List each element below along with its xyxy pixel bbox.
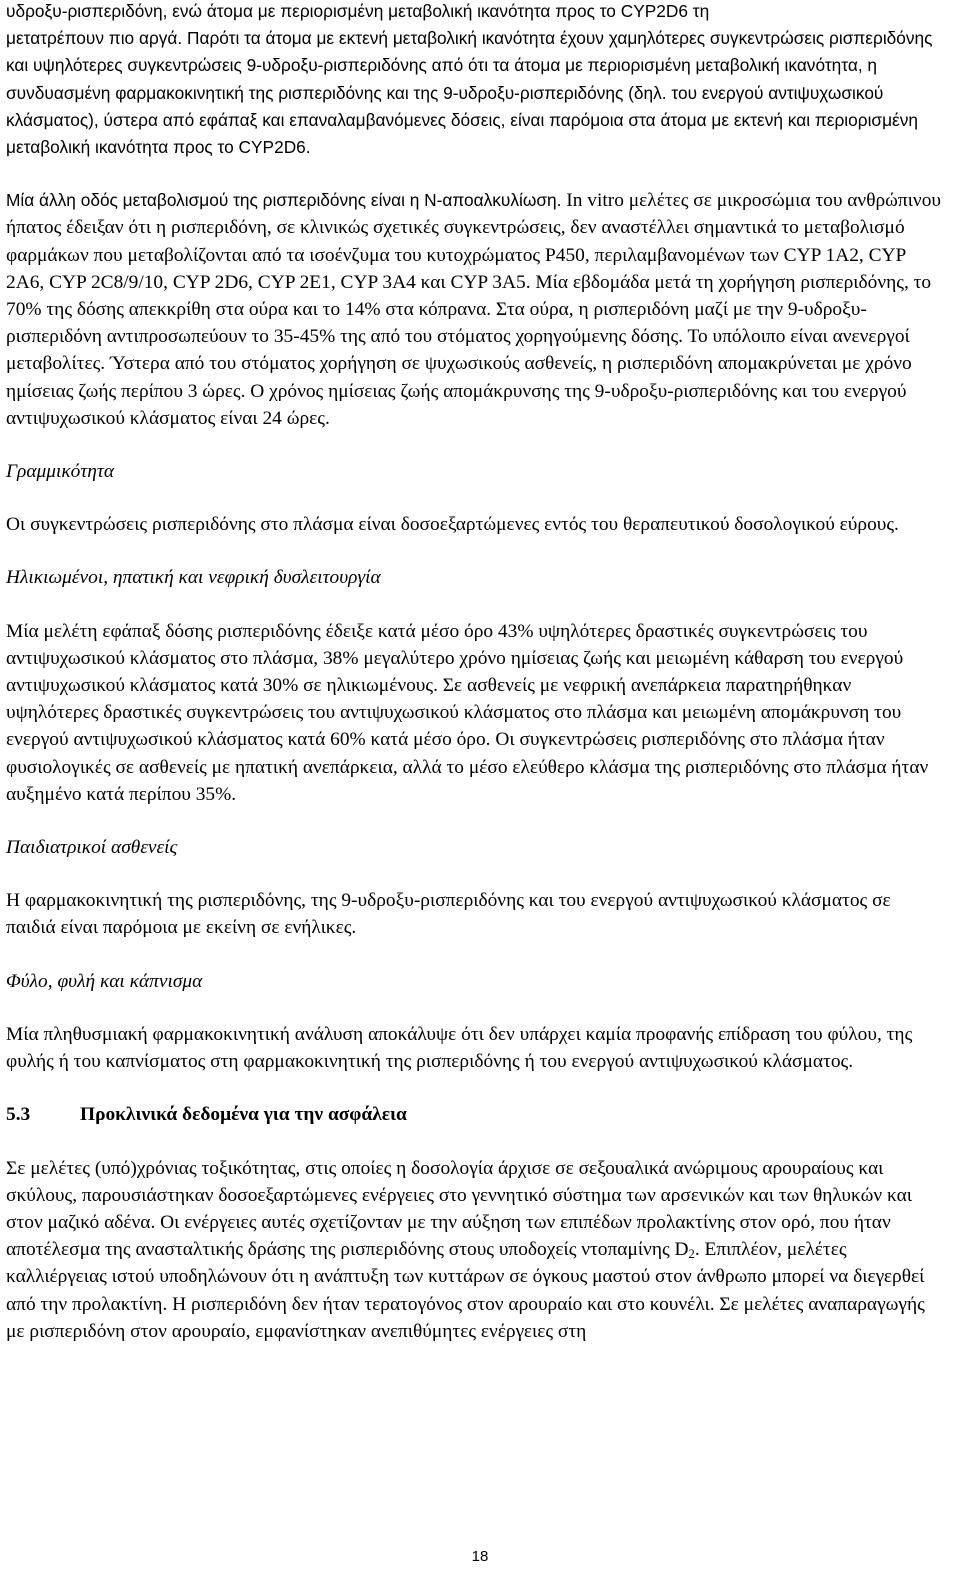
text-sans: Μία άλλη οδός μεταβολισμού της ρισπεριδόνης είναι η Ν-αποαλκυλίωση. <box>6 190 562 211</box>
text-b: . Επιπλέον, μελέτες καλλιέργειας ιστού υποδηλώνουν ότι η ανάπτυξη των κυττάρων σε όγκους μαστού στον άνθρωπο μπορεί να διεγερθεί από την προλακτίνη. Η ρισπεριδόνη δεν ήταν τερατογόνος στον αρουραίο και στο κουνέλι. Σε μελέτες αναπαραγωγής με ρισπεριδόνη στον αρουραίο, εμφανίστηκαν ανεπιθύμητες ενέργειες στη <box>6 1239 925 1342</box>
subheading-linearity: Γραμμικότητα <box>6 461 115 483</box>
subheading-elderly: Ηλικιωμένοι, ηπατική και νεφρική δυσλειτουργία <box>6 567 381 589</box>
page-number: 18 <box>471 1548 489 1565</box>
subscript: 2 <box>688 1247 695 1262</box>
paragraph-preclinical <box>6 1155 942 1345</box>
paragraph-paediatric: Η φαρμακοκινητική της ρισπεριδόνης, της 9-υδροξυ-ρισπεριδόνης και του ενεργού αντιψυχωσικού κλάσματος σε παιδιά είναι παρόμοια με εκείνη σε ενήλικες. <box>6 890 891 939</box>
text-a: Σε μελέτες (υπό)χρόνιας τοξικότητας, στις οποίες η δοσολογία άρχισε σε σεξουαλικά ανώριμους αρουραίους και σκύλους, παρουσιάστηκαν δοσοεξαρτώμενες ενέργειες στο γεννητικό σύστημα των αρσενικών και των θηλυκών και στον μαζικό αδένα. Οι ενέργειες αυτές σχετίζονταν με την αύξηση των επιπέδων προλακτίνης στον ορό, που ήταν αποτέλεσμα της ανασταλτικής δράσης της ρισπεριδόνης στους υποδοχείς ντοπαμίνης D <box>6 1157 912 1261</box>
text: μετατρέπουν πιο αργά. Παρότι τα άτομα με εκτενή μεταβολική ικανότητα έχουν χαμηλότερες συγκεντρώσεις ρισπεριδόνης και υψηλότερες συγκεντρώσεις 9-υδροξυ-ρισπεριδόνης από ότι τα άτομα με περιορισμένη μεταβολική ικανότητα, η συνδυασμένη φαρμακοκινητική της ρισπεριδόνης και της 9-υδροξυ-ρισπεριδόνης (δηλ. του ενεργού αντιψυχωσικού κλάσματος), ύστερα από εφάπαξ και επαναλαμβανόμενες δόσεις, είναι παρόμοια στα άτομα με εκτενή και περιορισμένη μεταβολική ικανότητα προς το CYP2D6. <box>6 28 933 158</box>
paragraph-n-dealkylation <box>6 187 942 432</box>
paragraph-linearity: Οι συγκεντρώσεις ρισπεριδόνης στο πλάσμα είναι δοσοεξαρτώμενες εντός του θεραπευτικού δοσολογικού εύρους. <box>6 514 899 536</box>
subheading-gender: Φύλο, φυλή και κάπνισμα <box>6 970 203 992</box>
section-title: Προκλινικά δεδομένα για την ασφάλεια <box>80 1104 407 1126</box>
paragraph-elderly: Μία μελέτη εφάπαξ δόσης ρισπεριδόνης έδειξε κατά μέσο όρο 43% υψηλότερες δραστικές συγκεντρώσεις του αντιψυχωσικού κλάσματος στο πλάσμα, 38% μεγαλύτερο χρόνο ημίσειας ζωής και μειωμένη κάθαρση του ενεργού αντιψυχωσικού κλάσματος κατά 30% σε ηλικιωμένους. Σε ασθενείς με νεφρική ανεπάρκεια παρατηρήθηκαν υψηλότερες δραστικές συγκεντρώσεις του αντιψυχωσικού κλάσματος στο πλάσμα και μειωμένη απομάκρυνση του ενεργού αντιψυχωσικού κλάσματος κατά 60% κατά μέσο όρο. Οι συγκεντρώσεις ρισπεριδόνης στο πλάσμα ήταν φυσιολογικές σε ασθενείς με ηπατική ανεπάρκεια, αλλά το μέσο ελεύθερο κλάσμα της ρισπεριδόνης στο πλάσμα ήταν αυξημένο κατά περίπου 35%. <box>6 620 929 805</box>
paragraph-gender: Μία πληθυσμιακή φαρμακοκινητική ανάλυση αποκάλυψε ότι δεν υπάρχει καμία προφανής επίδραση του φύλου, της φυλής ή του καπνίσματος στη φαρμακοκινητική της ρισπεριδόνης ή του ενεργού αντιψυχωσικού κλάσματος. <box>6 1023 913 1073</box>
subheading-paediatric: Παιδιατρικοί ασθενείς <box>6 837 178 859</box>
paragraph-metabolism <box>6 25 942 161</box>
text: υδροξυ-ρισπεριδόνη, ενώ άτομα με περιορισμένη μεταβολική ικανότητα προς το CYP2D6 τη <box>6 1 710 21</box>
section-heading-preclinical <box>6 1101 942 1128</box>
paragraph-metabolism-line1 <box>6 0 942 25</box>
section-number: 5.3 <box>6 1104 31 1126</box>
text-serif: In vitro μελέτες σε μικροσώμια του ανθρώπινου ήπατος έδειξαν ότι η ρισπεριδόνη, σε κλινικώς σχετικές συγκεντρώσεις, δεν αναστέλλει σημαντικά το μεταβολισμό φαρμάκων που μεταβολίζονται από τα ισοένζυμα του κυτοχρώματος P450, περιλαμβανομένων των CYP 1A2, CYP 2A6, CYP 2C8/9/10, CYP 2D6, CYP 2E1, CYP 3A4 και CYP 3A5. Μία εβδομάδα μετά τη χορήγηση ρισπεριδόνης, το 70% της δόσης απεκκρίθη στα ούρα και το 14% στα κόπρανα. Στα ούρα, η ρισπεριδόνη μαζί με την 9-υδροξυ-ρισπεριδόνη αντιπροσωπεύουν το 35-45% της από του στόματος χορηγούμενης δόσης. Το υπόλοιπο είναι ανενεργοί μεταβολίτες. Ύστερα από του στόματος χορήγηση σε ψυχωσικούς ασθενείς, η ρισπεριδόνη απομακρύνεται με χρόνο ημίσειας ζωής περίπου 3 ώρες. Ο χρόνος ημίσειας ζωής απομάκρυνσης της 9-υδροξυ-ρισπεριδόνης και του ενεργού αντιψυχωσικού κλάσματος είναι 24 ώρες. <box>6 190 941 429</box>
document-page <box>6 0 942 1345</box>
